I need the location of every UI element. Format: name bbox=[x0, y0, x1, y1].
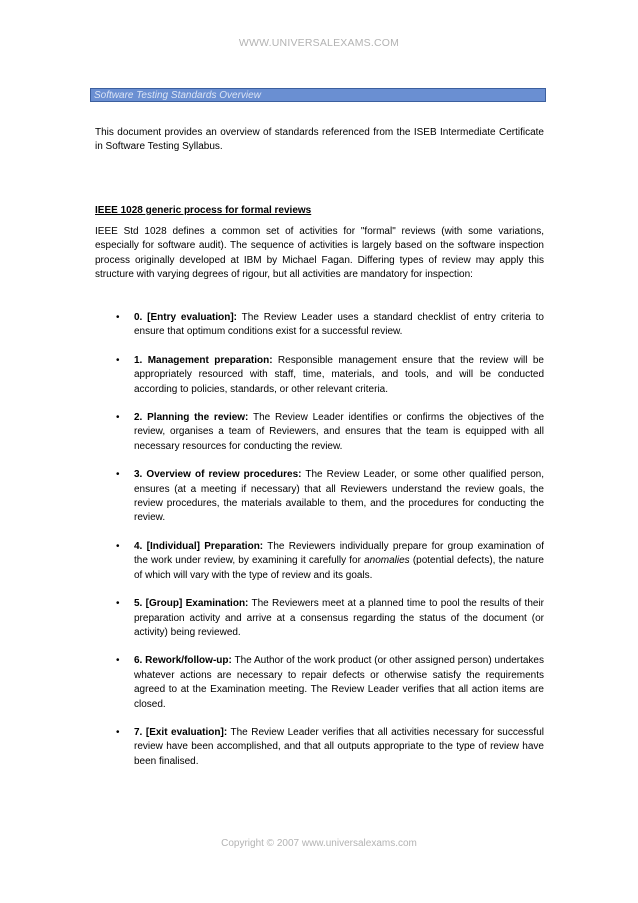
bullet: • bbox=[116, 412, 120, 424]
step-term: 6. Rework/follow-up: bbox=[134, 655, 232, 667]
list-item bbox=[95, 354, 544, 397]
step-text: The Review Leader, or some other qualified person, ensures (at a meeting if necessary) that all Reviewers understand the review goals, the review procedures, the materials available to them, and the procedures for conducting the review. bbox=[134, 469, 544, 524]
step-text: Responsible management ensure that the review will be appropriately resourced with staff, time, materials, and tools, and will be conducted according to policies, standards, or other relevant criteria. bbox=[134, 354, 544, 395]
step-text: The Author of the work product (or other assigned person) undertakes whatever actions are necessary to repair defects or otherwise satisfy the requirements agreed to at the Examination meeting. The Review Leader verifies that all action items are closed. bbox=[134, 655, 544, 710]
step-emphasis: anomalies bbox=[364, 555, 410, 567]
bullet: • bbox=[116, 312, 120, 323]
subsection-paragraph: IEEE Std 1028 defines a common set of activities for "formal" reviews (with some variations, especially for software audit). The sequence of activities is largely based on the software inspection process originally developed at IBM by Michael Fagan. Differing types of review may apply this structure with varying degrees of rigour, but all activities are mandatory for inspection: bbox=[95, 226, 544, 281]
bullet: • bbox=[116, 655, 120, 667]
list-item bbox=[95, 654, 544, 712]
step-term: 2. Planning the review: bbox=[134, 412, 249, 424]
step-term: 7. [Exit evaluation]: bbox=[134, 726, 228, 738]
bullet: • bbox=[116, 726, 120, 738]
list-item bbox=[95, 597, 544, 640]
step-term: 0. [Entry evaluation]: bbox=[134, 312, 238, 323]
section-title: Software Testing Standards Overview bbox=[94, 90, 261, 101]
step-text: The Reviewers individually prepare for group examination of the work under review, by examining it carefully for bbox=[134, 540, 544, 567]
step-text: The Review Leader uses a standard checklist of entry criteria to ensure that optimum conditions exist for a successful review. bbox=[134, 312, 544, 338]
step-text: The Review Leader verifies that all activities necessary for successful review have been accomplished, and that all outputs appropriate to the type of review have been finalised. bbox=[134, 726, 544, 767]
step-text-continued: (potential defects), the nature of which will vary with the type of review and its goals. bbox=[134, 555, 544, 581]
section-title-bar bbox=[90, 88, 546, 102]
intro-paragraph: This document provides an overview of standards referenced from the ISEB Intermediate Certificate in Software Testing Syllabus. bbox=[95, 127, 544, 153]
subsection-heading: IEEE 1028 generic process for formal reviews bbox=[95, 205, 312, 216]
step-text: The Reviewers meet at a planned time to pool the results of their preparation activity and arrive at a consensus regarding the status of the document (or activity) being reviewed. bbox=[134, 598, 545, 638]
bullet: • bbox=[116, 598, 120, 610]
step-term: 5. [Group] Examination: bbox=[134, 598, 249, 610]
list-item bbox=[95, 411, 544, 454]
list-item bbox=[95, 726, 544, 769]
bullet: • bbox=[116, 469, 120, 481]
step-term: 4. [Individual] Preparation: bbox=[134, 540, 264, 552]
review-steps-list bbox=[95, 311, 544, 769]
step-term: 3. Overview of review procedures: bbox=[134, 469, 302, 481]
header-url: WWW.UNIVERSALEXAMS.COM bbox=[238, 37, 400, 49]
list-item bbox=[95, 311, 544, 340]
bullet: • bbox=[116, 540, 120, 552]
bullet: • bbox=[116, 354, 120, 366]
footer-copyright: Copyright © 2007 www.universalexams.com bbox=[221, 838, 417, 849]
list-item bbox=[95, 468, 544, 526]
list-item bbox=[95, 540, 544, 583]
step-text: The Review Leader identifies or confirms the objectives of the review, organises a team of Reviewers, and ensures that the team is equipped with all necessary resources for conducting the review. bbox=[134, 412, 544, 452]
step-term: 1. Management preparation: bbox=[134, 354, 273, 366]
